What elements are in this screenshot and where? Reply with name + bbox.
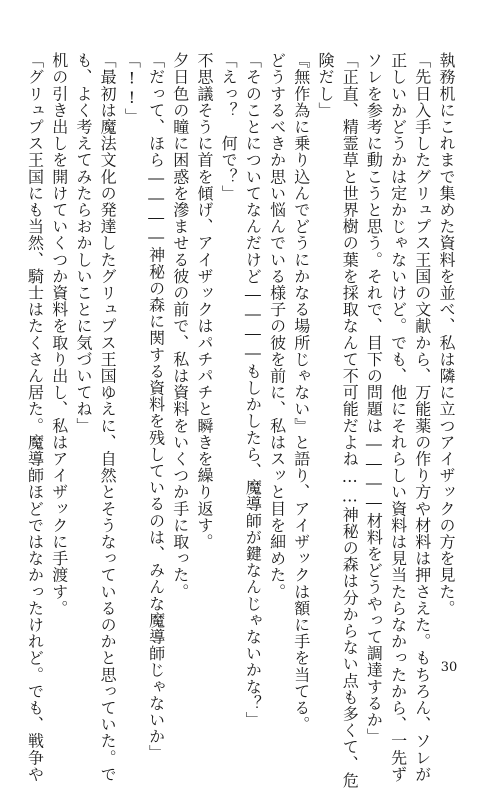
text-line: 正しいかどうかは定かじゃないけど。でも、他にそれらしい資料は見当たらなかったから、一先ず [388,52,408,783]
text-line: 「!!」 [122,52,142,125]
text-line: どうするべきか思い悩んでいる様子の彼を前に、私はスッと目を細めた。 [267,52,287,600]
text-line: 「正直、精霊草と世界樹の葉を採取なんて不可能だよね……神秘の森は分からない点も多くて、危 [340,52,360,788]
text-line: 執務机にこれまで集めた資料を並べ、私は隣に立つアイザックの方を見た。 [437,52,456,617]
text-line: 「そのことについてなんだけど――――もしかしたら、魔導師が鍵なんじゃないかな？」 [243,52,263,728]
text-line: も、よく考えてみたらおかしいことに気づいてね」 [73,52,93,434]
text-line: 険だし」 [315,52,335,119]
text-line: ソレを参考に動こうと思う。それで、目下の問題は――――材料をどうやって調達するか」 [364,52,384,745]
text-line: 机の引き出しを開けていくつか資料を取り出し、私はアイザックに手渡す。 [49,52,69,617]
text-line: 不思議そうに首を傾げ、アイザックはパチパチと瞬きを繰り返す。 [194,52,214,550]
text-line: 「グリュプス王国にも当然、騎士はたくさん居た。魔導師ほどではなかったけれど。でも、戦争や [25,52,45,783]
text-line: 『無作為に乗り込んでどうにかなる場所じゃない』と語り、アイザックは額に手を当てる。 [291,52,311,733]
text-line: 「だって、ほら――――神秘の森に関する資料を残しているのは、みんな魔導師じゃないか」 [146,52,166,762]
text-line: 「えっ？ 何で？」 [219,52,239,202]
text-line: 「先日入手したグリュプス王国の文献から、万能薬の作り方や材料は押さえた。もちろん、ソレが [412,52,432,783]
page-number: 30 [440,660,458,675]
text-line: 「最初は魔法文化の発達したグリュプス王国ゆえに、自然とそうなっているのかと思っていた。で [98,52,118,783]
text-line: 夕日色の瞳に困惑を滲ませる彼の前で、私は資料をいくつか手に取った。 [170,52,190,600]
